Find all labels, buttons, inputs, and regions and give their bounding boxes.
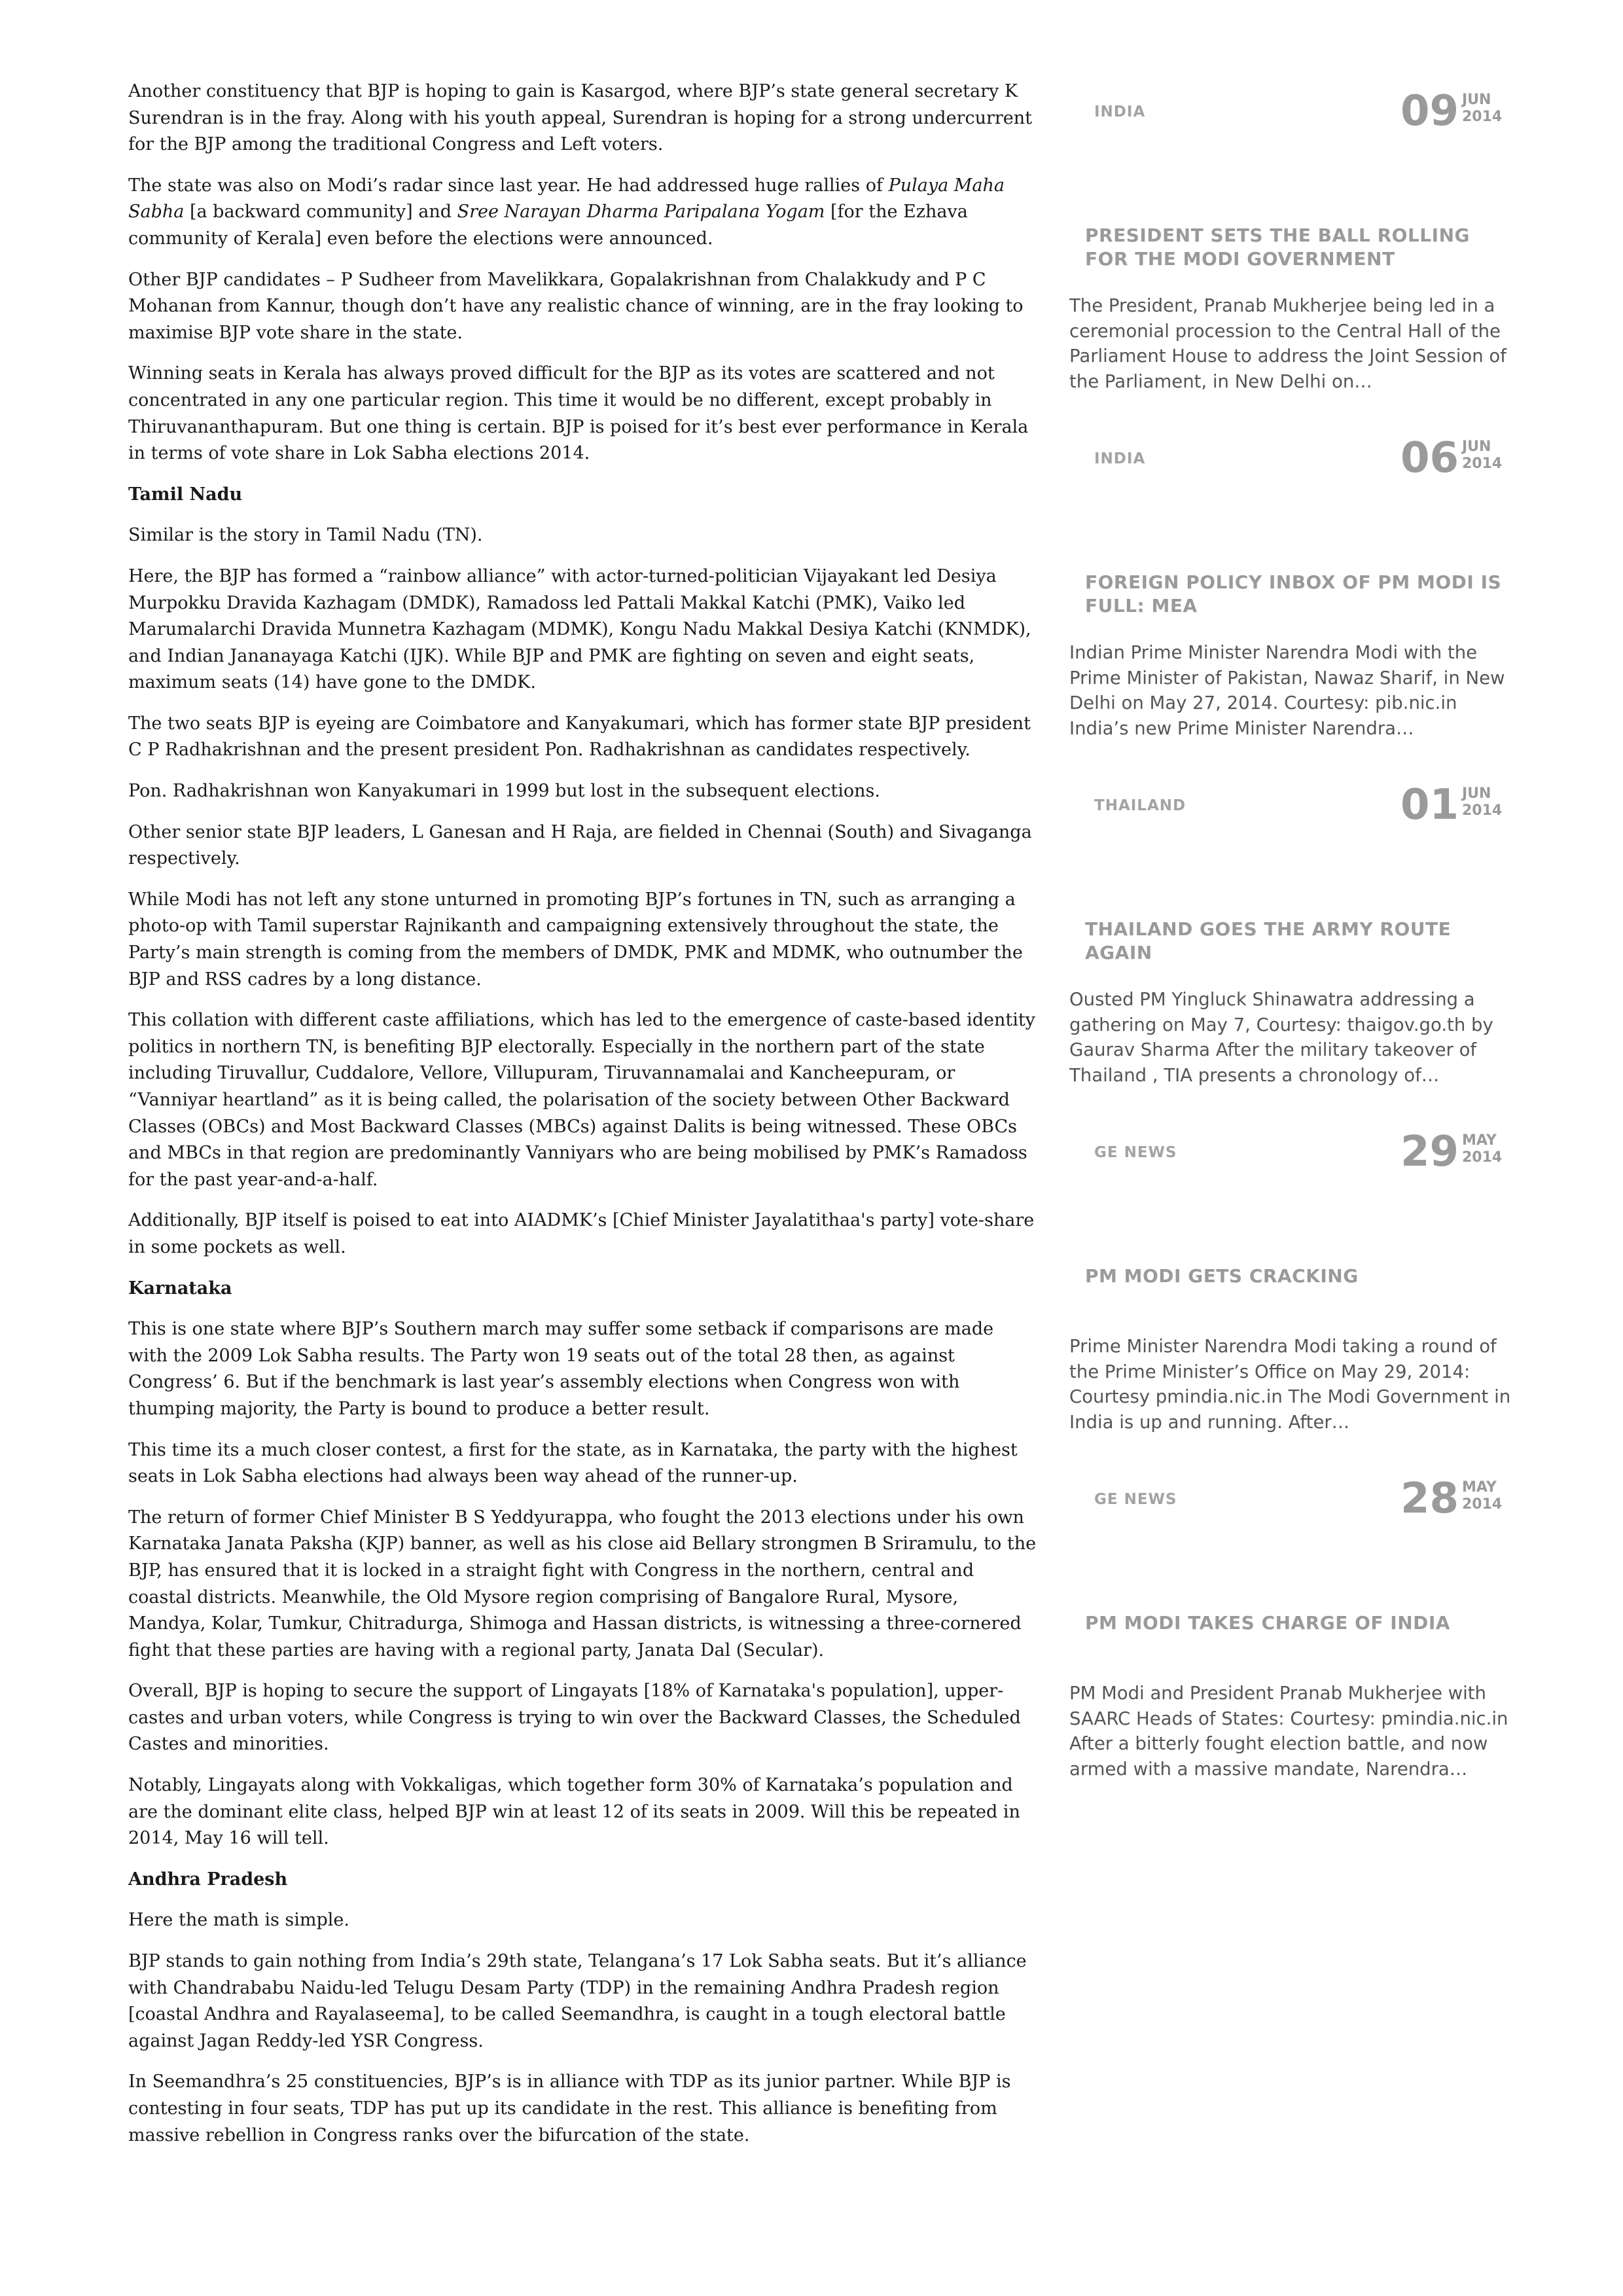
article-paragraph: Winning seats in Kerala has always proved difficult for the BJP as its votes are scattered and not concentrated in any one particular region. This time it would be no different, except probably in Thiruvananthapuram. But one thing is certain. BJP is poised for it’s best ever performance in Kerala in terms of vote share in Lok Sabha elections 2014. bbox=[128, 363, 1029, 464]
article-paragraph: Additionally, BJP itself is poised to eat into AIADMK’s [Chief Minister Jayalatithaa's party] vote-share in some pockets as well. bbox=[128, 1210, 1035, 1257]
post-date-year: 2014 bbox=[1462, 802, 1503, 819]
post-category-link[interactable]: INDIA bbox=[1094, 103, 1146, 120]
article-paragraph bbox=[128, 173, 1038, 253]
related-post bbox=[1067, 1466, 1512, 1813]
section-heading: Karnataka bbox=[128, 1278, 232, 1299]
related-post bbox=[1067, 425, 1512, 772]
post-title-link[interactable]: THAILAND GOES THE ARMY ROUTE AGAIN bbox=[1085, 918, 1452, 963]
article-paragraph: Here the math is simple. bbox=[128, 1910, 349, 1931]
post-category-link[interactable]: GE NEWS bbox=[1094, 1491, 1177, 1508]
post-date-month: JUN bbox=[1462, 92, 1491, 108]
article-paragraph: In Seemandhra’s 25 constituencies, BJP’s is in alliance with TDP as its junior partner. While BJP is contesting in four seats, TDP has put up its candidate in the rest. This alliance is benefiting from massive rebellion in Congress ranks over the bifurcation of the state. bbox=[128, 2072, 1011, 2145]
article-paragraph: While Modi has not left any stone unturned in promoting BJP’s fortunes in TN, such as arranging a photo-op with Tamil superstar Rajnikanth and campaigning extensively throughout the state, the Party’s main strength is coming from the members of DMDK, PMK and MDMK, who outnumber the BJP and RSS cadres by a long distance. bbox=[128, 889, 1023, 990]
post-category-link[interactable]: THAILAND bbox=[1094, 797, 1186, 814]
post-meta bbox=[1067, 1466, 1512, 1532]
article-paragraph: The return of former Chief Minister B S Yeddyurappa, who fought the 2013 elections under his own Karnataka Janata Paksha (KJP) banner, as well as his close aid Bellary strongmen B Sriramulu, to the BJP, has ensured that it is locked in a straight fight with Congress in the northern, central and coastal districts. Meanwhile, the Old Mysore region comprising of Bangalore Rural, Mysore, Mandya, Kolar, Tumkur, Chitradurga, Shimoga and Hassan districts, is witnessing a three-cornered fight that these parties are having with a regional party, Janata Dal (Secular). bbox=[128, 1507, 1037, 1660]
article-paragraph: Similar is the story in Tamil Nadu (TN). bbox=[128, 525, 483, 546]
article-paragraph: Other BJP candidates – P Sudheer from Mavelikkara, Gopalakrishnan from Chalakkudy and P C Mohanan from Kannur, though don’t have any realistic chance of winning, are in the fray looking to maximise BJP vote share in the state. bbox=[128, 269, 1024, 343]
article-body bbox=[128, 79, 1038, 2163]
article-paragraph: Pon. Radhakrishnan won Kanyakumari in 1999 but lost in the subsequent elections. bbox=[128, 781, 880, 802]
post-meta bbox=[1067, 1119, 1512, 1185]
article-paragraph: BJP stands to gain nothing from India’s 29th state, Telangana’s 17 Lok Sabha seats. But it’s alliance with Chandrababu Naidu-led Telugu Desam Party (TDP) in the remaining Andhra Pradesh region [coastal Andhra and Rayalaseema], to be called Seemandhra, is caught in a tough electoral battle against Jagan Reddy-led YSR Congress. bbox=[128, 1951, 1027, 2051]
italic-term: Sree Narayan Dharma Paripalana Yogam bbox=[457, 202, 825, 223]
post-excerpt: Prime Minister Narendra Modi taking a round of the Prime Minister’s Office on May 29, 2014: Courtesy pmindia.nic.in The Modi Government in India is up and running. After… bbox=[1069, 1336, 1511, 1433]
article-paragraph: This collation with different caste affiliations, which has led to the emergence of caste-based identity politics in northern TN, is benefiting BJP electorally. Especially in the northern part of the state including Tiruvallur, Cuddalore, Vellore, Villupuram, Tiruvannamalai and Kancheepuram, or “Vanniyar heartland” as it is being called, the polarisation of the society between Other Backward Classes (OBCs) and Most Backward Classes (MBCs) against Dalits is being witnessed. These OBCs and MBCs in that region are predominantly Vanniyars who are being mobilised by PMK’s Ramadoss for the past year-and-a-half. bbox=[128, 1010, 1035, 1190]
post-title-link[interactable]: FOREIGN POLICY INBOX OF PM MODI IS FULL: MEA bbox=[1085, 571, 1502, 617]
post-category-link[interactable]: INDIA bbox=[1094, 450, 1146, 467]
post-excerpt: Indian Prime Minister Narendra Modi with the Prime Minister of Pakistan, Nawaz Sharif, in New Delhi on May 27, 2014. Courtesy: pib.nic.in India’s new Prime Minister Narendra… bbox=[1069, 642, 1505, 739]
related-post bbox=[1067, 1119, 1512, 1466]
post-date-year: 2014 bbox=[1462, 1149, 1503, 1166]
section-heading: Tamil Nadu bbox=[128, 484, 243, 505]
article-paragraph: Notably, Lingayats along with Vokkaligas, which together form 30% of Karnataka’s population and are the dominant elite class, helped BJP win at least 12 of its seats in 2009. Will this be repeated in 2014, May 16 will tell. bbox=[128, 1775, 1020, 1849]
paragraph-text: [a backward community] and bbox=[184, 202, 457, 223]
article-paragraph: Other senior state BJP leaders, L Ganesan and H Raja, are fielded in Chennai (South) and Sivaganga respectively. bbox=[128, 821, 1032, 869]
post-date-year: 2014 bbox=[1462, 456, 1503, 472]
post-date-year: 2014 bbox=[1462, 109, 1503, 125]
post-title-link[interactable]: PRESIDENT SETS THE BALL ROLLING FOR THE MODI GOVERNMENT bbox=[1085, 224, 1470, 270]
article-paragraph: Another constituency that BJP is hoping to gain is Kasargod, where BJP’s state general secretary K Surendran is in the fray. Along with his youth appeal, Surendran is hoping for a strong undercurrent for the BJP among the traditional Congress and Left voters. bbox=[128, 81, 1033, 155]
post-date-month: JUN bbox=[1462, 785, 1491, 802]
post-date-day: 09 bbox=[1400, 87, 1459, 135]
post-date-month: JUN bbox=[1462, 439, 1491, 455]
italic-term: Pulaya Maha Sabha bbox=[128, 175, 1005, 223]
article-paragraph: This is one state where BJP’s Southern march may suffer some setback if comparisons are made with the 2009 Lok Sabha results. The Party won 19 seats out of the total 28 then, as against Congress’ 6. But if the benchmark is last year’s assembly elections when Congress won with thumping majority, the Party is bound to produce a better result. bbox=[128, 1319, 994, 1419]
article-paragraph: Overall, BJP is hoping to secure the support of Lingayats [18% of Karnataka's population], upper-castes and urban voters, while Congress is trying to win over the Backward Classes, the Scheduled Castes and minorities. bbox=[128, 1681, 1021, 1755]
post-date-day: 01 bbox=[1400, 781, 1459, 829]
related-post bbox=[1067, 772, 1512, 1119]
post-date-day: 29 bbox=[1400, 1128, 1459, 1176]
paragraph-text: The state was also on Modi’s radar since last year. He had addressed huge rallies of bbox=[128, 175, 889, 196]
paragraph-text: [for the Ezhava community of Kerala] even before the elections were announced. bbox=[128, 202, 968, 249]
article-paragraph: This time its a much closer contest, a first for the state, as in Karnataka, the party with the highest seats in Lok Sabha elections had always been way ahead of the runner-up. bbox=[128, 1439, 1018, 1487]
related-post bbox=[1067, 79, 1512, 425]
post-date-day: 06 bbox=[1400, 434, 1459, 482]
post-meta bbox=[1067, 79, 1512, 144]
related-posts-sidebar bbox=[1067, 79, 1512, 1813]
post-excerpt: Ousted PM Yingluck Shinawatra addressing a gathering on May 7, Courtesy: thaigov.go.th by Gaurav Sharma After the military takeover of Thailand , TIA presents a chronology of… bbox=[1069, 989, 1493, 1086]
post-category-link[interactable]: GE NEWS bbox=[1094, 1144, 1177, 1161]
post-date-month: MAY bbox=[1462, 1132, 1497, 1149]
post-date-year: 2014 bbox=[1462, 1496, 1503, 1513]
post-date-day: 28 bbox=[1400, 1475, 1459, 1523]
post-meta bbox=[1067, 425, 1512, 491]
post-date-month: MAY bbox=[1462, 1479, 1497, 1496]
post-title-link[interactable]: PM MODI GETS CRACKING bbox=[1085, 1265, 1359, 1287]
post-excerpt: The President, Pranab Mukherjee being led in a ceremonial procession to the Central Hall of the Parliament House to address the Joint Session of the Parliament, in New Delhi on… bbox=[1069, 295, 1507, 392]
post-excerpt: PM Modi and President Pranab Mukherjee with SAARC Heads of States: Courtesy: pmindia.nic.in After a bitterly fought election battle, and now armed with a massive mandate, Narendra… bbox=[1069, 1683, 1508, 1780]
article-paragraph: The two seats BJP is eyeing are Coimbatore and Kanyakumari, which has former state BJP president C P Radhakrishnan and the present president Pon. Radhakrishnan as candidates respectively. bbox=[128, 713, 1031, 761]
article-paragraph: Here, the BJP has formed a “rainbow alliance” with actor-turned-politician Vijayakant led Desiya Murpokku Dravida Kazhagam (DMDK), Ramadoss led Pattali Makkal Katchi (PMK), Vaiko led Marumalarchi Dravida Munnetra Kazhagam (MDMK), Kongu Nadu Makkal Desiya Katchi (KNMDK), and Indian Jananayaga Katchi (IJK). While BJP and PMK are fighting on seven and eight seats, maximum seats (14) have gone to the DMDK. bbox=[128, 565, 1031, 693]
section-heading: Andhra Pradesh bbox=[128, 1869, 288, 1890]
post-title-link[interactable]: PM MODI TAKES CHARGE OF INDIA bbox=[1085, 1612, 1450, 1634]
post-meta bbox=[1067, 772, 1512, 838]
